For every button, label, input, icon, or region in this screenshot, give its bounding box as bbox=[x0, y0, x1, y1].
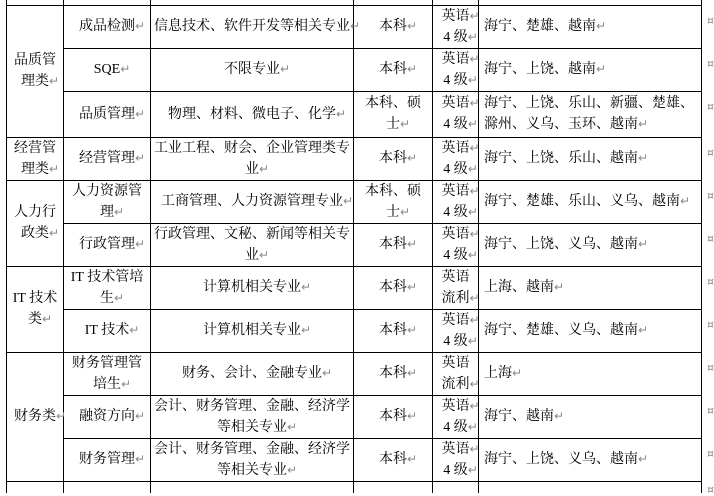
majors-text: 不限专业 ↵ bbox=[153, 59, 351, 80]
education-cell[interactable] bbox=[354, 266, 433, 309]
locations-text: 海宁、楚雄、乐山、义乌、越南 ↵ bbox=[484, 191, 696, 212]
locations-text: 海宁、楚雄、义乌、越南 ↵ bbox=[484, 320, 696, 341]
english-line: 英语流利 ↵ bbox=[436, 267, 475, 309]
locations-cell[interactable] bbox=[479, 266, 714, 309]
english-cell[interactable] bbox=[433, 48, 479, 91]
position-label: 融资方向 ↵ bbox=[68, 406, 146, 427]
majors-text: 计算机相关专业 ↵ bbox=[153, 320, 351, 341]
english-cell[interactable] bbox=[433, 352, 479, 395]
position-label: 成品检测 ↵ bbox=[68, 16, 146, 37]
education-cell[interactable] bbox=[354, 91, 433, 137]
education-text: 本科 ↵ bbox=[362, 320, 424, 341]
category-cell[interactable] bbox=[7, 352, 64, 481]
position-cell[interactable] bbox=[64, 352, 151, 395]
locations-cell[interactable] bbox=[479, 48, 714, 91]
category-label: 财务类 ↵ bbox=[12, 406, 58, 427]
table-row bbox=[7, 137, 702, 180]
majors-cell[interactable] bbox=[151, 309, 354, 352]
majors-text: 物理、材料、微电子、化学 ↵ bbox=[153, 104, 351, 125]
majors-text: 会计、财务管理、金融、经济学等相关专业 ↵ bbox=[153, 439, 351, 481]
table-row bbox=[7, 309, 702, 352]
english-line: 4 级 ↵ bbox=[436, 70, 475, 91]
education-cell[interactable] bbox=[354, 309, 433, 352]
table-row bbox=[7, 352, 702, 395]
education-text: 本科 ↵ bbox=[362, 449, 424, 470]
locations-text: 海宁、越南 ↵ bbox=[484, 406, 696, 427]
education-text: 本科、硕士 ↵ bbox=[362, 181, 424, 223]
education-cell[interactable] bbox=[354, 223, 433, 266]
english-line: 英语 ↵ bbox=[436, 439, 475, 460]
position-label: 行政管理 ↵ bbox=[68, 234, 146, 255]
position-cell[interactable] bbox=[64, 91, 151, 137]
position-label: IT 技术管培生 ↵ bbox=[68, 267, 146, 309]
position-cell[interactable] bbox=[64, 48, 151, 91]
locations-cell[interactable] bbox=[479, 137, 714, 180]
english-cell[interactable] bbox=[433, 481, 479, 493]
table-row bbox=[7, 223, 702, 266]
english-line: 4 级 ↵ bbox=[436, 460, 475, 481]
education-text: 本科、硕士 ↵ bbox=[362, 93, 424, 135]
english-line: 4 级 ↵ bbox=[436, 417, 475, 438]
english-line: 4 级 ↵ bbox=[436, 27, 475, 48]
majors-text: 会计、财务管理、金融、经济学等相关专业 ↵ bbox=[153, 396, 351, 438]
category-cell[interactable] bbox=[7, 266, 64, 352]
table-row bbox=[7, 180, 702, 223]
category-cell[interactable] bbox=[7, 5, 64, 137]
english-line: 4 级 ↵ bbox=[436, 159, 475, 180]
education-cell[interactable] bbox=[354, 48, 433, 91]
row-end-mark: ¤ bbox=[707, 482, 714, 496]
position-cell[interactable] bbox=[64, 309, 151, 352]
table-row bbox=[7, 266, 702, 309]
row-end-mark: ¤ bbox=[707, 231, 714, 245]
education-cell[interactable] bbox=[354, 5, 433, 48]
position-cell[interactable] bbox=[64, 438, 151, 481]
position-label: SQE ↵ bbox=[68, 59, 146, 80]
english-line: 4 级 ↵ bbox=[436, 202, 475, 223]
english-line: 英语 ↵ bbox=[436, 138, 475, 159]
majors-text: 计算机相关专业 ↵ bbox=[153, 277, 351, 298]
table-row bbox=[7, 91, 702, 137]
locations-cell[interactable] bbox=[479, 481, 714, 496]
position-label: 人力资源管理 ↵ bbox=[68, 181, 146, 223]
table-row bbox=[7, 395, 702, 438]
education-text: 本科 ↵ bbox=[362, 16, 424, 37]
english-line: 英语 ↵ bbox=[436, 396, 475, 417]
majors-text: 工业工程、财会、企业管理类专业 ↵ bbox=[153, 138, 351, 180]
locations-cell[interactable] bbox=[479, 309, 714, 352]
locations-cell[interactable] bbox=[479, 438, 714, 481]
english-line: 英语 ↵ bbox=[436, 49, 475, 70]
majors-text: 财务、会计、金融专业 ↵ bbox=[153, 363, 351, 384]
locations-text: 海宁、上饶、越南 ↵ bbox=[484, 59, 696, 80]
majors-cell[interactable] bbox=[151, 91, 354, 137]
english-line: 4 级 ↵ bbox=[436, 114, 475, 135]
row-end-mark: ¤ bbox=[707, 56, 714, 70]
education-cell[interactable] bbox=[354, 481, 433, 493]
education-cell[interactable] bbox=[354, 180, 433, 223]
category-label: IT 技术类 ↵ bbox=[12, 288, 58, 330]
locations-cell[interactable] bbox=[479, 180, 714, 223]
locations-text: 海宁、上饶、乐山、越南 ↵ bbox=[484, 148, 696, 169]
majors-cell[interactable] bbox=[151, 223, 354, 266]
english-cell[interactable] bbox=[433, 438, 479, 481]
locations-text: 海宁、上饶、义乌、越南 ↵ bbox=[484, 234, 696, 255]
locations-text: 上海、越南 ↵ bbox=[484, 277, 696, 298]
table-row-clipped-bottom bbox=[7, 481, 702, 493]
position-cell[interactable] bbox=[64, 180, 151, 223]
english-cell[interactable] bbox=[433, 395, 479, 438]
locations-cell[interactable] bbox=[479, 91, 714, 137]
table-row bbox=[7, 438, 702, 481]
majors-cell[interactable] bbox=[151, 180, 354, 223]
row-end-mark: ¤ bbox=[707, 145, 714, 159]
table-row bbox=[7, 5, 702, 48]
category-cell[interactable] bbox=[7, 137, 64, 180]
english-cell[interactable] bbox=[433, 5, 479, 48]
row-end-mark: ¤ bbox=[707, 274, 714, 288]
education-cell[interactable] bbox=[354, 438, 433, 481]
job-positions-table bbox=[6, 0, 714, 496]
english-cell[interactable] bbox=[433, 223, 479, 266]
category-cell[interactable] bbox=[7, 180, 64, 266]
english-line: 4 级 ↵ bbox=[436, 331, 475, 352]
position-label: 财务管理管培生 ↵ bbox=[68, 353, 146, 395]
majors-cell[interactable] bbox=[151, 352, 354, 395]
row-end-mark: ¤ bbox=[707, 13, 714, 27]
english-cell[interactable] bbox=[433, 91, 479, 137]
row-end-mark: ¤ bbox=[707, 446, 714, 460]
position-label: IT 技术 ↵ bbox=[68, 320, 146, 341]
category-label: 人力行政类 ↵ bbox=[12, 202, 58, 244]
education-text: 本科 ↵ bbox=[362, 363, 424, 384]
row-end-mark: ¤ bbox=[707, 403, 714, 417]
position-cell[interactable] bbox=[64, 481, 151, 493]
english-cell[interactable] bbox=[433, 137, 479, 180]
majors-text: 信息技术、软件开发等相关专业 ↵ bbox=[153, 16, 351, 37]
locations-text: 海宁、上饶、义乌、越南 ↵ bbox=[484, 449, 696, 470]
majors-text: 行政管理、文秘、新闻等相关专业 ↵ bbox=[153, 224, 351, 266]
locations-cell[interactable] bbox=[479, 223, 714, 266]
english-line: 英语 ↵ bbox=[436, 6, 475, 27]
position-label: 经营管理 ↵ bbox=[68, 148, 146, 169]
locations-cell[interactable] bbox=[479, 352, 714, 395]
english-cell[interactable] bbox=[433, 180, 479, 223]
row-end-mark: ¤ bbox=[707, 99, 714, 113]
row-end-mark: ¤ bbox=[707, 360, 714, 374]
category-label: 经营管理类 ↵ bbox=[12, 138, 58, 180]
locations-text: 海宁、上饶、乐山、新疆、楚雄、滁州、义乌、玉环、越南 ↵ bbox=[484, 93, 696, 135]
position-cell[interactable] bbox=[64, 395, 151, 438]
position-label: 品质管理 ↵ bbox=[68, 104, 146, 125]
locations-text: 上海 ↵ bbox=[484, 363, 696, 384]
position-cell[interactable] bbox=[64, 223, 151, 266]
position-cell[interactable] bbox=[64, 266, 151, 309]
position-cell[interactable] bbox=[64, 5, 151, 48]
majors-cell[interactable] bbox=[151, 438, 354, 481]
majors-cell[interactable] bbox=[151, 395, 354, 438]
position-cell[interactable] bbox=[64, 137, 151, 180]
locations-cell[interactable] bbox=[479, 5, 714, 48]
majors-cell[interactable] bbox=[151, 481, 354, 493]
row-end-mark: ¤ bbox=[707, 317, 714, 331]
english-line: 英语流利 ↵ bbox=[436, 353, 475, 395]
english-line: 4 级 ↵ bbox=[436, 245, 475, 266]
majors-cell[interactable] bbox=[151, 266, 354, 309]
position-label: 财务管理 ↵ bbox=[68, 449, 146, 470]
english-cell[interactable] bbox=[433, 266, 479, 309]
english-line: 英语 ↵ bbox=[436, 224, 475, 245]
education-cell[interactable] bbox=[354, 352, 433, 395]
english-line: 英语 ↵ bbox=[436, 310, 475, 331]
english-cell[interactable] bbox=[433, 309, 479, 352]
education-cell[interactable] bbox=[354, 395, 433, 438]
majors-cell[interactable] bbox=[151, 48, 354, 91]
majors-cell[interactable] bbox=[151, 5, 354, 48]
locations-cell[interactable] bbox=[479, 395, 714, 438]
row-end-mark: ¤ bbox=[707, 188, 714, 202]
education-text: 本科 ↵ bbox=[362, 406, 424, 427]
education-text: 本科 ↵ bbox=[362, 148, 424, 169]
education-text: 本科 ↵ bbox=[362, 277, 424, 298]
majors-cell[interactable] bbox=[151, 137, 354, 180]
locations-text: 海宁、楚雄、越南 ↵ bbox=[484, 16, 696, 37]
table-row bbox=[7, 48, 702, 91]
education-text: 本科 ↵ bbox=[362, 234, 424, 255]
majors-text: 工商管理、人力资源管理专业 ↵ bbox=[153, 191, 351, 212]
education-text: 本科 ↵ bbox=[362, 59, 424, 80]
english-line: 英语 ↵ bbox=[436, 93, 475, 114]
education-cell[interactable] bbox=[354, 137, 433, 180]
category-cell[interactable] bbox=[7, 481, 64, 493]
english-line: 英语 ↵ bbox=[436, 181, 475, 202]
category-label: 品质管理类 ↵ bbox=[12, 50, 58, 92]
